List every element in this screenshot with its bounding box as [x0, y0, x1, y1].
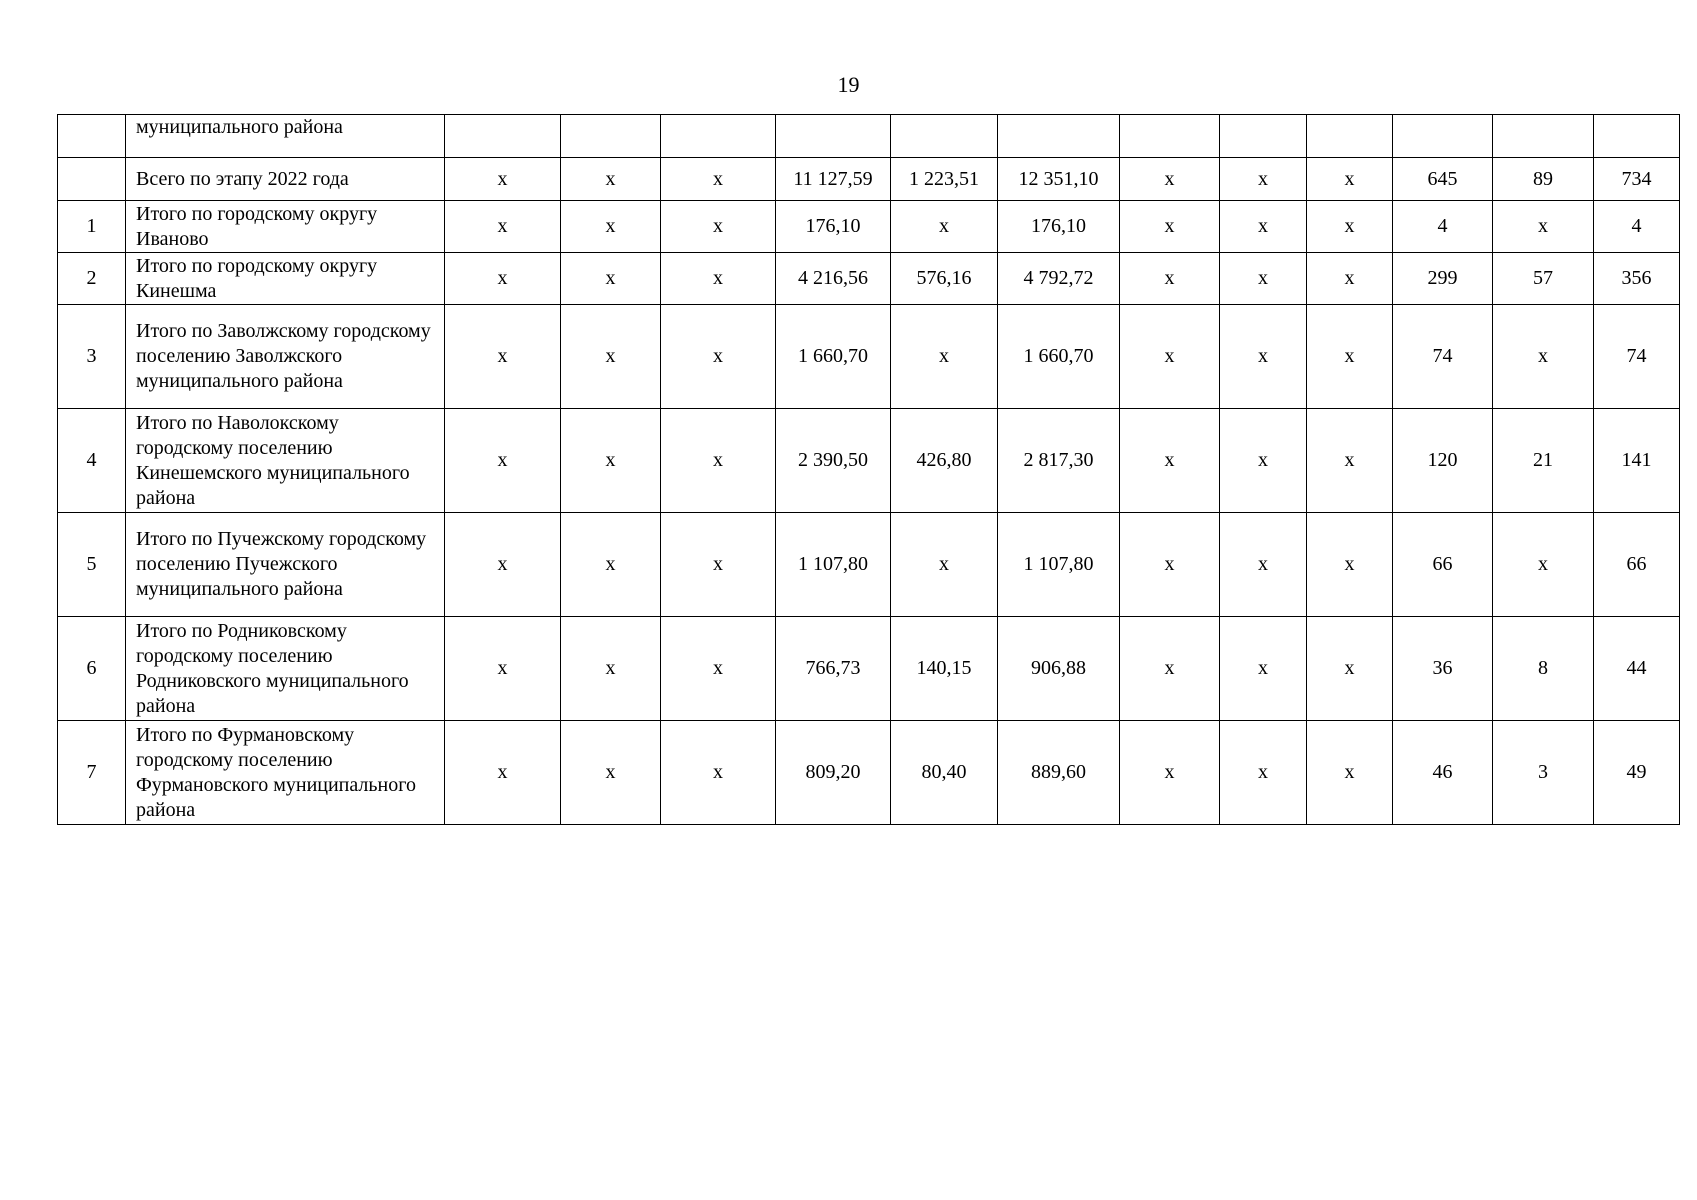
- row-number: 6: [58, 617, 126, 721]
- table-row: [58, 158, 1680, 201]
- table-cell: х: [891, 513, 998, 617]
- table-cell: [445, 115, 561, 158]
- table-cell: х: [445, 158, 561, 201]
- table-cell: х: [661, 158, 776, 201]
- row-number: 7: [58, 721, 126, 825]
- row-name: Итого по Наволокскому городскому поселению Кинешемского муниципального района: [126, 409, 445, 513]
- table-cell: х: [561, 158, 661, 201]
- row-number: [58, 115, 126, 158]
- row-name: Итого по городскому округу Иваново: [126, 201, 445, 253]
- table-cell: х: [661, 201, 776, 253]
- table-cell: х: [661, 617, 776, 721]
- table-cell: 1 223,51: [891, 158, 998, 201]
- table-cell: х: [445, 253, 561, 305]
- table-cell: 46: [1393, 721, 1493, 825]
- table-cell: х: [445, 409, 561, 513]
- table-cell: 141: [1594, 409, 1680, 513]
- row-number: 1: [58, 201, 126, 253]
- table-cell: х: [1120, 513, 1220, 617]
- table-cell: х: [1307, 201, 1393, 253]
- table-cell: 734: [1594, 158, 1680, 201]
- row-number: 2: [58, 253, 126, 305]
- table-cell: х: [1220, 513, 1307, 617]
- table-cell: 1 107,80: [776, 513, 891, 617]
- table-cell: х: [1220, 721, 1307, 825]
- table-cell: 44: [1594, 617, 1680, 721]
- table-cell: 66: [1393, 513, 1493, 617]
- table-cell: [891, 115, 998, 158]
- table-cell: х: [1307, 513, 1393, 617]
- row-number: 5: [58, 513, 126, 617]
- table-row: [58, 253, 1680, 305]
- table-cell: 576,16: [891, 253, 998, 305]
- table-cell: 4 216,56: [776, 253, 891, 305]
- table-cell: х: [561, 513, 661, 617]
- table-cell: [1594, 115, 1680, 158]
- table-cell: 889,60: [998, 721, 1120, 825]
- table-cell: х: [661, 305, 776, 409]
- row-name: Итого по Родниковскому городскому поселению Родниковского муниципального района: [126, 617, 445, 721]
- table-row: [58, 617, 1680, 721]
- table-cell: х: [1120, 201, 1220, 253]
- table-cell: 74: [1393, 305, 1493, 409]
- table-cell: 74: [1594, 305, 1680, 409]
- table-cell: [998, 115, 1120, 158]
- table-cell: 21: [1493, 409, 1594, 513]
- table-cell: х: [1307, 617, 1393, 721]
- table-cell: х: [661, 409, 776, 513]
- table-body: [58, 115, 1680, 825]
- row-name: муниципального района: [126, 115, 445, 158]
- table-cell: 809,20: [776, 721, 891, 825]
- row-name: Итого по Фурмановскому городскому поселению Фурмановского муниципального района: [126, 721, 445, 825]
- row-name: Всего по этапу 2022 года: [126, 158, 445, 201]
- table-cell: [1120, 115, 1220, 158]
- table-cell: х: [1120, 721, 1220, 825]
- table-cell: 80,40: [891, 721, 998, 825]
- table-cell: 1 660,70: [998, 305, 1120, 409]
- row-number: 3: [58, 305, 126, 409]
- table-cell: х: [445, 617, 561, 721]
- table-row: [58, 305, 1680, 409]
- table-cell: х: [1493, 513, 1594, 617]
- table-cell: х: [445, 305, 561, 409]
- table-cell: х: [1120, 253, 1220, 305]
- table-cell: 4: [1393, 201, 1493, 253]
- table-cell: 11 127,59: [776, 158, 891, 201]
- row-name: Итого по городскому округу Кинешма: [126, 253, 445, 305]
- table-cell: [1220, 115, 1307, 158]
- table-cell: 57: [1493, 253, 1594, 305]
- table-cell: х: [1307, 158, 1393, 201]
- table-cell: х: [561, 201, 661, 253]
- table-cell: 176,10: [776, 201, 891, 253]
- page-number: 19: [837, 72, 860, 97]
- table-row: [58, 201, 1680, 253]
- table-cell: х: [1307, 409, 1393, 513]
- table-cell: 12 351,10: [998, 158, 1120, 201]
- table-cell: х: [1120, 305, 1220, 409]
- table-row: [58, 409, 1680, 513]
- table-cell: х: [561, 617, 661, 721]
- table-cell: х: [891, 201, 998, 253]
- table-cell: х: [661, 513, 776, 617]
- table-cell: х: [1120, 617, 1220, 721]
- table-cell: [661, 115, 776, 158]
- table-cell: 120: [1393, 409, 1493, 513]
- table-cell: х: [891, 305, 998, 409]
- table-cell: х: [1220, 158, 1307, 201]
- table-cell: 356: [1594, 253, 1680, 305]
- table-cell: 645: [1393, 158, 1493, 201]
- table-cell: х: [445, 201, 561, 253]
- table-cell: 2 390,50: [776, 409, 891, 513]
- table-cell: х: [561, 253, 661, 305]
- table-cell: 426,80: [891, 409, 998, 513]
- table-cell: 2 817,30: [998, 409, 1120, 513]
- table-cell: х: [561, 721, 661, 825]
- table-cell: х: [1220, 409, 1307, 513]
- table-cell: 49: [1594, 721, 1680, 825]
- table-row: [58, 115, 1680, 158]
- table-cell: 906,88: [998, 617, 1120, 721]
- table-cell: х: [1220, 201, 1307, 253]
- table-cell: 1 107,80: [998, 513, 1120, 617]
- data-table: [57, 114, 1680, 825]
- table-cell: х: [661, 721, 776, 825]
- table-cell: х: [1220, 617, 1307, 721]
- table-cell: 766,73: [776, 617, 891, 721]
- table-cell: х: [1493, 305, 1594, 409]
- table-cell: х: [1493, 201, 1594, 253]
- table-cell: х: [1307, 253, 1393, 305]
- table-cell: [561, 115, 661, 158]
- table-cell: [1307, 115, 1393, 158]
- row-number: 4: [58, 409, 126, 513]
- table-row: [58, 721, 1680, 825]
- table-row: [58, 513, 1680, 617]
- table-cell: х: [1220, 305, 1307, 409]
- table-cell: 140,15: [891, 617, 998, 721]
- table-cell: 3: [1493, 721, 1594, 825]
- table-cell: х: [561, 305, 661, 409]
- table-cell: 4 792,72: [998, 253, 1120, 305]
- table-cell: х: [1120, 158, 1220, 201]
- table-cell: 1 660,70: [776, 305, 891, 409]
- table-cell: х: [445, 721, 561, 825]
- table-cell: х: [561, 409, 661, 513]
- table-cell: х: [661, 253, 776, 305]
- table-cell: 36: [1393, 617, 1493, 721]
- table-cell: 299: [1393, 253, 1493, 305]
- table-cell: [1493, 115, 1594, 158]
- table-cell: 4: [1594, 201, 1680, 253]
- row-number: [58, 158, 126, 201]
- table-cell: х: [1307, 305, 1393, 409]
- table-cell: х: [445, 513, 561, 617]
- table-cell: [1393, 115, 1493, 158]
- row-name: Итого по Пучежскому городскому поселению Пучежского муниципального района: [126, 513, 445, 617]
- table-cell: 66: [1594, 513, 1680, 617]
- table-cell: 8: [1493, 617, 1594, 721]
- row-name: Итого по Заволжскому городскому поселению Заволжского муниципального района: [126, 305, 445, 409]
- table-cell: 89: [1493, 158, 1594, 201]
- table-cell: х: [1307, 721, 1393, 825]
- table-cell: 176,10: [998, 201, 1120, 253]
- table-cell: [776, 115, 891, 158]
- table-cell: х: [1120, 409, 1220, 513]
- table-cell: х: [1220, 253, 1307, 305]
